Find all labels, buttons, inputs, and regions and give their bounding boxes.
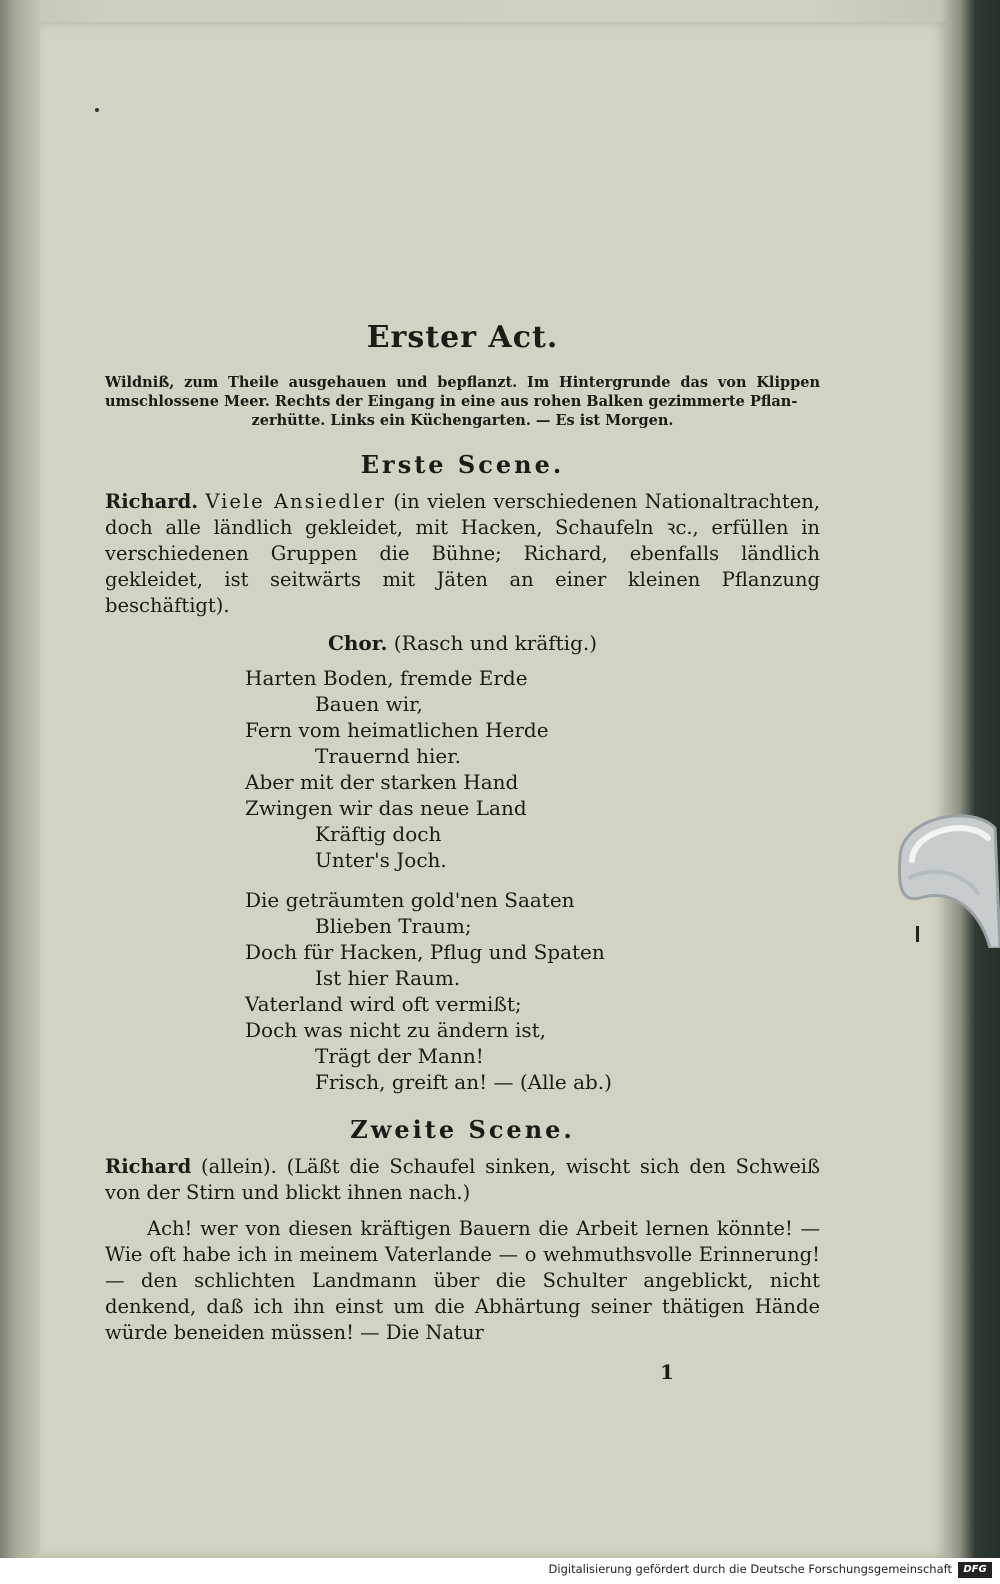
verse-line: Unter's Joch. bbox=[315, 848, 447, 872]
verse-line: Die geträumten gold'nen Saaten bbox=[245, 888, 575, 912]
setting-text-last: zerhütte. Links ein Küchengarten. — Es ist Morgen. bbox=[251, 412, 674, 429]
stage-direction-text: (in vielen verschiedenen Nationaltrachten, doch alle ländlich gekleidet, mit Hacken, Schaufeln ꝛc., erfüllen in verschiedenen Gruppen die Bühne; Richard, ebenfalls ländlich gekleidet, ist seitwärts mit Jäten an einer kleinen Pflanzung beschäftigt). bbox=[105, 490, 821, 617]
chor-line bbox=[105, 631, 820, 655]
ink-spot bbox=[95, 108, 99, 112]
verse-line: Doch für Hacken, Pflug und Spaten bbox=[245, 940, 605, 964]
verse-line: Ist hier Raum. bbox=[315, 966, 461, 990]
verse-line: Frisch, greift an! — (Alle ab.) bbox=[315, 1070, 612, 1094]
footer-text: Digitalisierung gefördert durch die Deutsche Forschungsgemeinschaft bbox=[548, 1562, 952, 1576]
verse-line: Zwingen wir das neue Land bbox=[245, 796, 527, 820]
scene1-stage-direction bbox=[105, 489, 820, 619]
act-title: Erster Act. bbox=[366, 320, 559, 355]
setting-text: Wildniß, zum Theile ausgehauen und bepflanzt. Im Hintergrunde das von Klippen umschlossene Meer. Rechts der Eingang in eine aus rohen Balken gezimmerte Pflan- bbox=[105, 374, 820, 410]
scene2-stage-direction bbox=[105, 1154, 820, 1206]
richard-speech: Ach! wer von diesen kräftigen Bauern die Arbeit lernen könnte! — Wie oft habe ich in meinem Vaterlande — o wehmuthsvolle Erinnerung! — den schlichten Landmann über die Schulter angeblickt, nicht denkend, daß ich ihn einst um die Abhärtung seiner thätigen Hände würde beneiden müssen! — Die Natur bbox=[105, 1217, 820, 1344]
verse-line: Harten Boden, fremde Erde bbox=[245, 666, 528, 690]
scene-heading-1: Erste Scene. bbox=[360, 450, 565, 479]
verse-line: Aber mit der starken Hand bbox=[245, 770, 519, 794]
verse-line: Fern vom heimatlichen Herde bbox=[245, 718, 549, 742]
speaker-richard: Richard. bbox=[105, 490, 198, 513]
page-clip-icon bbox=[880, 798, 1000, 948]
dfg-logo: DFG bbox=[958, 1562, 992, 1578]
verse-line: Blieben Traum; bbox=[315, 914, 472, 938]
verse-line: Kräftig doch bbox=[315, 822, 442, 846]
speaker-settlers: Viele Ansiedler bbox=[205, 490, 386, 513]
page-content bbox=[105, 320, 820, 1346]
verse-line: Trauernd hier. bbox=[315, 744, 461, 768]
chorus-verse bbox=[105, 665, 820, 1095]
footer-bar bbox=[0, 1558, 1000, 1584]
stage-direction-text: (allein). (Läßt die Schaufel sinken, wischt sich den Schweiß von der Stirn und blickt ihnen nach.) bbox=[105, 1155, 821, 1204]
verse-line: Trägt der Mann! bbox=[315, 1044, 484, 1068]
page-number: 1 bbox=[660, 1360, 674, 1384]
verse-line: Bauen wir, bbox=[315, 692, 423, 716]
previous-page-edge bbox=[0, 0, 40, 1584]
verse-line: Doch was nicht zu ändern ist, bbox=[245, 1018, 547, 1042]
verse-line: Vaterland wird oft vermißt; bbox=[245, 992, 522, 1016]
scene-heading-2: Zweite Scene. bbox=[350, 1115, 575, 1144]
act-setting bbox=[105, 373, 820, 430]
chor-direction: (Rasch und kräftig.) bbox=[393, 631, 598, 655]
speaker-chor: Chor. bbox=[327, 631, 388, 655]
speaker-richard: Richard bbox=[105, 1155, 192, 1178]
